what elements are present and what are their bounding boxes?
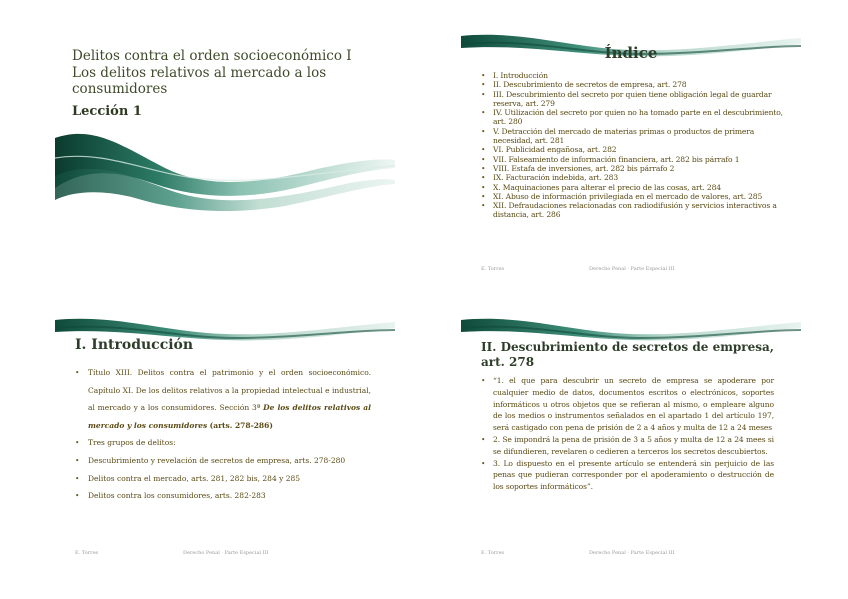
- wave-graphic: [55, 128, 395, 214]
- slide-art-278: [461, 312, 801, 570]
- footer-author: E. Torres: [75, 550, 99, 556]
- title-line: Los delitos relativos al mercado a los: [72, 64, 327, 81]
- presentation-title: [72, 48, 372, 98]
- footer-course: Derecho Penal · Parte Especial III: [183, 550, 269, 556]
- footer-course: Derecho Penal · Parte Especial III: [589, 266, 675, 272]
- index-list: [481, 71, 786, 220]
- index-item: • XII. Defraudaciones relacionadas con radiodifusión y servicios interactivos a distancia, art. 286: [481, 201, 786, 220]
- article-list: [481, 375, 774, 493]
- footer-author: E. Torres: [481, 266, 505, 272]
- slide-title: [55, 28, 395, 286]
- title-line: consumidores: [72, 81, 168, 97]
- index-item: • VI. Publicidad engañosa, art. 282: [481, 145, 786, 154]
- footer-author: E. Torres: [481, 550, 505, 556]
- intro-list: [75, 364, 371, 505]
- intro-item: [75, 364, 371, 434]
- slide-index: [461, 28, 801, 286]
- lesson-label: Lección 1: [72, 104, 142, 119]
- slide-title: II. Descubrimiento de secretos de empresa, art. 278: [481, 340, 774, 369]
- intro-item: • Tres grupos de delitos:: [75, 434, 371, 452]
- intro-item-tail: (arts. 278-286): [209, 420, 273, 430]
- intro-item-text: Título XIII. Delitos contra el patrimonio y el orden socioeconómico. Capítulo XI. De los delitos relativos a la propiedad intelectual e industrial, al mercado y a los consumidores. Sección 3ª: [88, 368, 371, 413]
- index-item: • III. Descubrimiento del secreto por quien tiene obligación legal de guardar reserva, art. 279: [481, 90, 786, 109]
- index-item: • IV. Utilización del secreto por quien no ha tomado parte en el descubrimiento, art. 280: [481, 108, 786, 127]
- article-paragraph: • “1. el que para descubrir un secreto de empresa se apoderare por cualquier medio de datos, documentos escritos o electrónicos, soportes informáticos u otros objetos que se refieran al mismo, o empleare alguno de los medios o instrumentos señalados en el apartado 1 del artículo 197, será castigado con pena de prisión de 2 a 4 años y multa de 12 a 24 meses: [481, 375, 774, 434]
- slide-introduccion: [55, 312, 395, 570]
- intro-item: • Delitos contra los consumidores, arts. 282-283: [75, 487, 371, 505]
- index-item: • XI. Abuso de información privilegiada en el mercado de valores, art. 285: [481, 192, 786, 201]
- intro-item: • Descubrimiento y revelación de secretos de empresa, arts. 278-280: [75, 452, 371, 470]
- slide-title: Índice: [604, 44, 658, 62]
- index-item: • II. Descubrimiento de secretos de empresa, art. 278: [481, 80, 786, 89]
- index-item: • X. Maquinaciones para alterar el precio de las cosas, art. 284: [481, 183, 786, 192]
- index-item: • I. Introducción: [481, 71, 786, 80]
- header-wave-graphic: [461, 316, 801, 342]
- index-item: • IX. Facturación indebida, art. 283: [481, 173, 786, 182]
- article-paragraph: • 2. Se impondrá la pena de prisión de 3 a 5 años y multa de 12 a 24 mees si se difundieren, revelaren o cedieren a terceros los secretos descubiertos.: [481, 434, 774, 458]
- index-item: • VIII. Estafa de inversiones, art. 282 bis párrafo 2: [481, 164, 786, 173]
- slide-title: I. Introducción: [75, 337, 194, 353]
- index-item: • VII. Falseamiento de información financiera, art. 282 bis párrafo 1: [481, 155, 786, 164]
- footer-course: Derecho Penal · Parte Especial III: [589, 550, 675, 556]
- intro-item-emphasis: De los delitos relativos al mercado y los consumidores: [88, 403, 372, 430]
- index-item: • V. Detracción del mercado de materias primas o productos de primera necesidad, art. 281: [481, 127, 786, 146]
- intro-item: • Delitos contra el mercado, arts. 281, 282 bis, 284 y 285: [75, 470, 371, 488]
- title-line: Delitos contra el orden socioeconómico I: [72, 48, 352, 64]
- article-paragraph: • 3. Lo dispuesto en el presente artículo se entenderá sin perjuicio de las penas que pudieran corresponder por el apoderamiento o destrucción de los soportes informáticos”.: [481, 458, 774, 493]
